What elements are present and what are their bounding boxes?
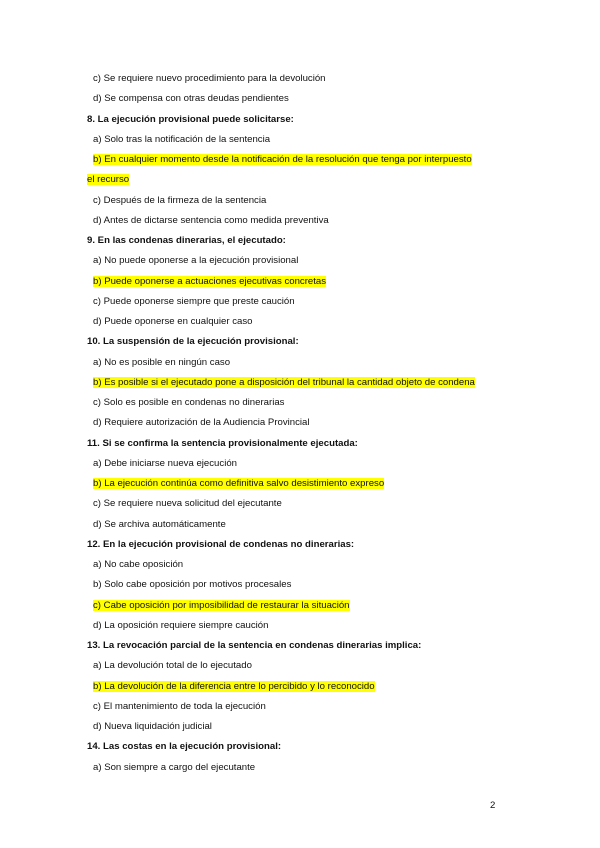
line-text: el recurso — [87, 174, 130, 186]
line-text: a) No es posible en ningún caso — [93, 356, 231, 368]
answer-option — [93, 92, 289, 105]
line-text: b) Solo cabe oposición por motivos procesales — [93, 579, 292, 591]
question-heading — [87, 437, 358, 450]
line-text: 14. Las costas en la ejecución provisional: — [87, 741, 282, 753]
line-text: a) Debe iniciarse nueva ejecución — [93, 457, 237, 469]
answer-option — [93, 659, 252, 672]
line-text: a) No cabe oposición — [93, 559, 184, 570]
answer-option — [93, 761, 255, 774]
question-heading — [87, 740, 281, 753]
answer-option — [93, 356, 230, 369]
answer-option-highlighted — [93, 275, 326, 288]
line-text: a) La devolución total de lo ejecutado — [93, 660, 252, 672]
line-text: 10. La suspensión de la ejecución provisional: — [87, 336, 299, 348]
answer-option — [93, 416, 310, 429]
answer-option-highlighted — [93, 477, 384, 490]
answer-option — [93, 295, 295, 308]
answer-option — [93, 518, 226, 531]
answer-option — [93, 497, 282, 510]
answer-option-highlighted — [93, 599, 350, 612]
answer-option-highlighted — [93, 153, 472, 166]
line-text: 13. La revocación parcial de la sentencia en condenas dinerarias implica: — [87, 640, 422, 651]
answer-option — [93, 315, 252, 328]
answer-option — [93, 194, 266, 207]
line-text: d) Se archiva automáticamente — [93, 518, 226, 530]
line-text: a) Solo tras la notificación de la sentencia — [93, 133, 271, 145]
question-heading — [87, 639, 421, 652]
answer-option — [93, 720, 212, 733]
answer-option — [93, 254, 298, 267]
line-text: 8. La ejecución provisional puede solicitarse: — [87, 113, 294, 125]
line-text: b) La devolución de la diferencia entre lo percibido y lo reconocido — [93, 680, 375, 692]
line-text: b) Es posible si el ejecutado pone a disposición del tribunal la cantidad objeto de condena — [93, 376, 475, 388]
line-text: 11. Si se confirma la sentencia provisionalmente ejecutada: — [87, 437, 358, 449]
line-text: d) Puede oponerse en cualquier caso — [93, 316, 253, 327]
page-number: 2 — [490, 800, 496, 811]
question-heading — [87, 113, 294, 126]
line-text: b) Puede oponerse a actuaciones ejecutivas concretas — [93, 275, 327, 287]
line-text: c) Solo es posible en condenas no dinerarias — [93, 397, 285, 408]
line-text: b) La ejecución continúa como definitiva salvo desistimiento expreso — [93, 478, 385, 489]
line-text: c) Puede oponerse siempre que preste caución — [93, 295, 295, 307]
question-heading — [87, 538, 354, 551]
line-text: a) No puede oponerse a la ejecución provisional — [93, 255, 299, 267]
answer-option — [93, 214, 329, 227]
question-heading — [87, 234, 286, 247]
line-text: c) El mantenimiento de toda la ejecución — [93, 700, 266, 712]
answer-option — [93, 700, 266, 713]
answer-option-highlighted — [93, 376, 475, 389]
answer-option — [93, 457, 237, 470]
answer-option — [93, 72, 326, 85]
answer-option — [93, 133, 270, 146]
line-text: d) Antes de dictarse sentencia como medida preventiva — [93, 214, 329, 226]
line-text: d) Nueva liquidación judicial — [93, 721, 212, 732]
line-text: d) Requiere autorización de la Audiencia Provincial — [93, 417, 310, 429]
line-text: c) Se requiere nueva solicitud del ejecutante — [93, 498, 282, 510]
question-heading — [87, 335, 299, 348]
line-text: d) Se compensa con otras deudas pendientes — [93, 93, 289, 105]
answer-option — [93, 558, 183, 571]
line-text: a) Son siempre a cargo del ejecutante — [93, 761, 256, 773]
answer-option — [93, 619, 268, 632]
answer-option-highlighted — [93, 680, 375, 693]
answer-option — [93, 578, 291, 591]
line-text: c) Se requiere nuevo procedimiento para la devolución — [93, 73, 326, 84]
line-text: b) En cualquier momento desde la notificación de la resolución que tenga por interpuesto — [93, 154, 472, 165]
answer-option — [93, 396, 284, 409]
line-text: 9. En las condenas dinerarias, el ejecutado: — [87, 235, 286, 246]
line-text: d) La oposición requiere siempre caución — [93, 619, 269, 631]
line-text: c) Cabe oposición por imposibilidad de restaurar la situación — [93, 599, 350, 611]
line-text: c) Después de la firmeza de la sentencia — [93, 194, 267, 206]
answer-option-highlighted — [87, 173, 129, 186]
line-text: 12. En la ejecución provisional de condenas no dinerarias: — [87, 538, 355, 550]
